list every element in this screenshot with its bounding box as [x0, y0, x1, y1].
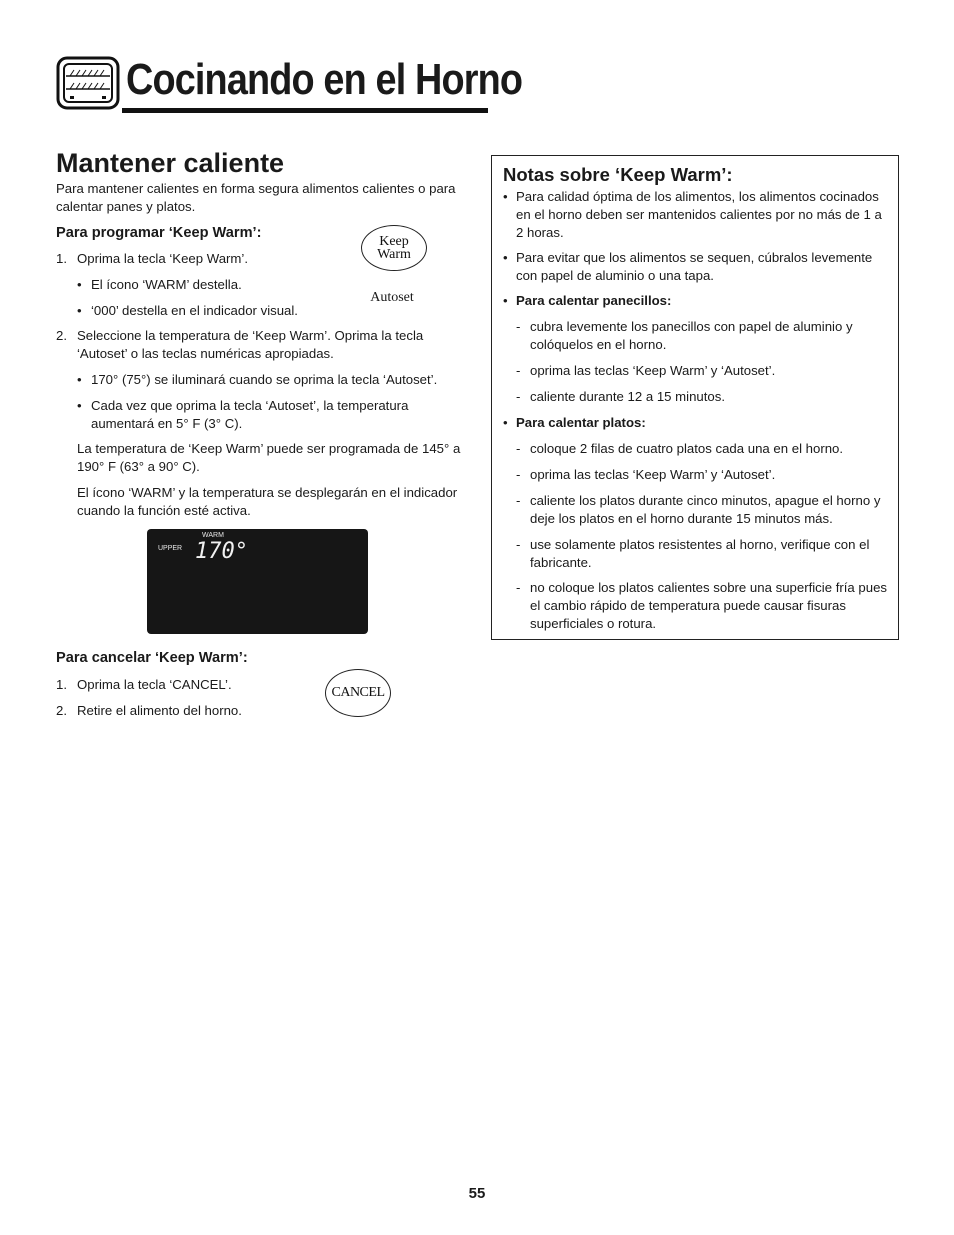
cancel-step-2: Retire el alimento del horno. — [77, 703, 242, 718]
bullet-marker: • — [77, 372, 82, 387]
program-step-1-bullet: El ícono ‘WARM’ destella. — [91, 277, 242, 292]
cancel-step-1: Oprima la tecla ‘CANCEL’. — [77, 677, 232, 692]
plates-heading: Para calentar platos: — [516, 415, 646, 430]
rolls-item: cubra levemente los panecillos con papel de aluminio y colóquelos en el horno. — [530, 319, 853, 352]
keep-warm-key-label-line2: Warm — [377, 247, 411, 262]
bullet-marker: • — [503, 189, 508, 204]
autoset-key-label: Autoset — [370, 290, 414, 305]
page-title: Cocinando en el Horno — [126, 55, 523, 104]
note-dry: Para evitar que los alimentos se sequen, cúbralos levemente con papel de aluminio o una tapa. — [516, 250, 873, 283]
dash-marker: - — [516, 441, 521, 456]
display-warm-indicator: WARM — [202, 532, 224, 539]
bullet-marker: • — [77, 303, 82, 318]
plates-item: oprima las teclas ‘Keep Warm’ y ‘Autoset’. — [530, 467, 776, 482]
dash-marker: - — [516, 319, 521, 334]
keep-warm-key-label-line1: Keep — [379, 234, 409, 249]
bullet-marker: • — [77, 277, 82, 292]
program-step-2-bullet: Cada vez que oprima la tecla ‘Autoset’, la temperatura aumentará en 5° F (3° C). — [91, 398, 409, 431]
title-underline — [122, 108, 488, 113]
cancel-key — [325, 669, 391, 717]
rolls-heading: Para calentar panecillos: — [516, 293, 672, 308]
dash-marker: - — [516, 363, 521, 378]
plates-item: caliente los platos durante cinco minutos, apague el horno y deje los platos en el horno durante 15 minutos más. — [530, 493, 881, 526]
keep-warm-key — [361, 225, 427, 271]
bullet-marker: • — [503, 293, 508, 308]
oven-display — [147, 529, 368, 634]
dash-marker: - — [516, 467, 521, 482]
step-number: 1. — [56, 251, 67, 266]
rolls-item: caliente durante 12 a 15 minutos. — [530, 389, 726, 404]
notes-title: Notas sobre ‘Keep Warm’: — [503, 164, 733, 185]
bullet-marker: • — [77, 398, 82, 413]
program-step-2-bullet: 170° (75°) se iluminará cuando se oprima la tecla ‘Autoset’. — [91, 372, 438, 387]
bullet-marker: • — [503, 250, 508, 265]
temperature-range-text: La temperatura de ‘Keep Warm’ puede ser programada de 145° a 190° F (63° a 90° C). — [77, 441, 461, 474]
note-quality: Para calidad óptima de los alimentos, los alimentos cocinados en el horno deben ser mantenidos calientes por no más de 1 a 2 horas. — [516, 189, 882, 240]
program-heading: Para programar ‘Keep Warm’: — [56, 225, 262, 241]
oven-icon — [56, 56, 120, 110]
step-number: 1. — [56, 677, 67, 692]
bullet-marker: • — [503, 415, 508, 430]
program-step-2: Seleccione la temperatura de ‘Keep Warm’. Oprima la tecla ‘Autoset’ o las teclas numéricas apropiadas. — [77, 328, 424, 361]
dash-marker: - — [516, 580, 521, 595]
step-number: 2. — [56, 703, 67, 718]
page-number: 55 — [468, 1185, 486, 1202]
plates-item: use solamente platos resistentes al horno, verifique con el fabricante. — [530, 537, 870, 570]
display-temperature: 170° — [195, 539, 248, 564]
program-step-1-bullet: ‘000’ destella en el indicador visual. — [91, 303, 298, 318]
cancel-key-label: CANCEL — [331, 685, 385, 700]
intro-text: Para mantener calientes en forma segura alimentos calientes o para calentar panes y platos. — [56, 181, 456, 214]
warm-display-text: El ícono ‘WARM’ y la temperatura se desplegarán en el indicador cuando la función esté activa. — [77, 485, 458, 518]
rolls-item: oprima las teclas ‘Keep Warm’ y ‘Autoset’. — [530, 363, 776, 378]
cancel-heading: Para cancelar ‘Keep Warm’: — [56, 650, 248, 666]
program-step-1: Oprima la tecla ‘Keep Warm’. — [77, 251, 248, 266]
step-number: 2. — [56, 328, 67, 343]
dash-marker: - — [516, 389, 521, 404]
display-upper-indicator: UPPER — [158, 545, 183, 552]
dash-marker: - — [516, 537, 521, 552]
dash-marker: - — [516, 493, 521, 508]
plates-item: no coloque los platos calientes sobre una superficie fría pues el cambio rápido de temperatura puede causar fisuras superficiales o rotura. — [530, 580, 888, 631]
plates-item: coloque 2 filas de cuatro platos cada una en el horno. — [530, 441, 844, 456]
section-title: Mantener caliente — [56, 148, 285, 178]
